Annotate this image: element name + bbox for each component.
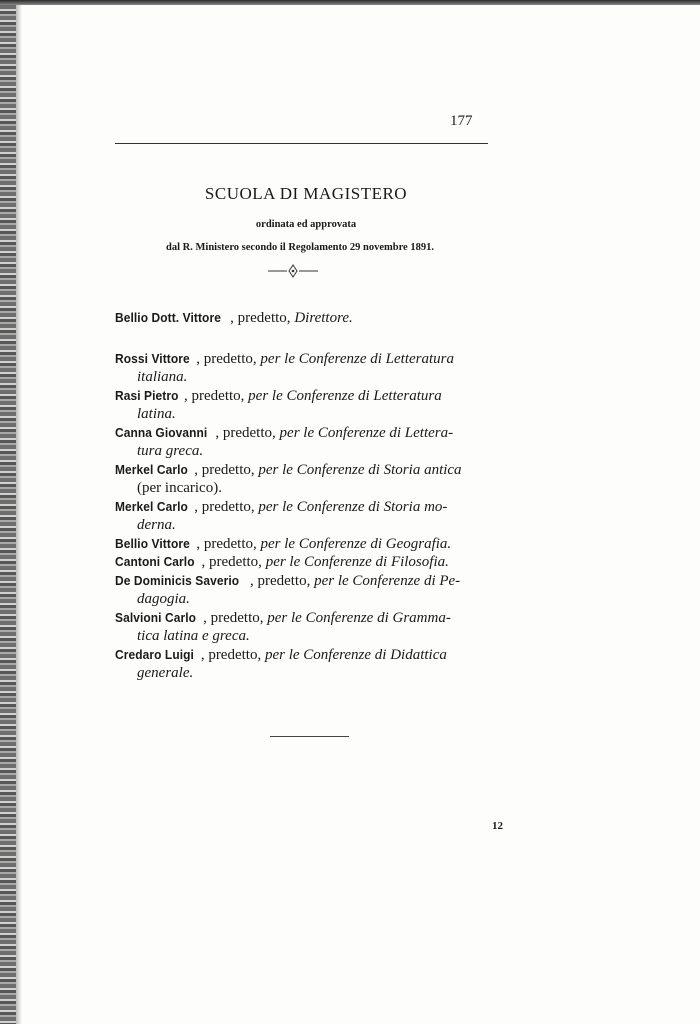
entry-role-continued: tura greca. [137,443,204,459]
entry-role-continued: generale. [137,665,194,681]
staff-list [115,309,507,683]
entry-text: , predetto, [230,310,295,326]
entry-role: per le Conferenze di Storia mo- [258,498,448,515]
entry-role: per le Conferenze di Pe- [314,572,461,589]
entry-text: , predetto, [196,535,261,552]
entry-continuation [115,442,507,461]
entry-name: Canna Giovanni [115,424,208,440]
list-item [115,646,507,683]
entry-continuation [115,664,507,683]
list-item [115,572,507,609]
entry-role: per le Conferenze di Filosofia. [265,554,449,570]
entry-text: , predetto, [249,572,315,589]
entry-text: , predetto, [203,609,268,626]
entry-role: per le Conferenze di Letteratura [260,350,454,367]
entry-name: Salvioni Carlo [115,609,197,625]
list-item [115,553,507,572]
binding-shadow [16,0,22,1024]
entry-name: Credaro Luigi [115,646,194,662]
entry-text: , predetto, [196,350,261,367]
entry-name: Bellio Vittore [115,535,190,551]
entry-continuation [115,405,507,424]
page-subtitle-regulation: dal R. Ministero secondo il Regolamento 29 novembre 1891. [166,242,434,253]
entry-name: Cantoni Carlo [115,554,195,569]
entry-continuation [115,627,507,646]
entry-continuation [115,590,507,609]
list-item [115,350,507,387]
entry-continuation [115,479,507,498]
entry-role: per le Conferenze di Gramma- [267,609,451,626]
list-item [115,535,507,554]
entry-continuation [115,516,507,535]
ornament-divider [268,262,318,278]
entry-role-continued: dagogia. [137,591,190,607]
list-item [115,387,507,424]
entry-name: Merkel Carlo [115,498,188,514]
entry-role-continued: derna. [137,517,176,533]
entry-role-continued: italiana. [137,369,188,385]
entry-text: , predetto, [201,554,266,570]
signature-mark: 12 [492,820,503,832]
closing-rule [270,736,349,737]
page-number: 177 [450,113,473,129]
conference-entries [115,350,507,683]
page-title: SCUOLA DI MAGISTERO [204,184,408,203]
entry-name: De Dominicis Saverio [115,572,240,588]
entry-role: per le Conferenze di Storia antica [258,461,462,478]
header-rule [115,143,488,144]
list-item [115,609,507,646]
entry-role-continued: latina. [137,406,176,422]
entry-name: Merkel Carlo [115,461,188,477]
entry-text: , predetto, [215,424,280,441]
entry-role: per le Conferenze di Letteratura [248,387,442,404]
page-subtitle: ordinata ed approvata [255,219,357,230]
list-item [115,461,507,498]
entry-name: Bellio Dott. Vittore [115,310,221,325]
entry-text: , predetto, [184,387,249,404]
entry-role: Direttore. [294,310,353,326]
entry-role: per le Conferenze di Lettera- [279,424,454,441]
entry-text: , predetto, [200,646,265,663]
entry-role: per le Conferenze di Geografia. [260,535,452,552]
list-item [115,424,507,461]
entry-role-continued: (per incarico). [137,480,222,496]
entry-name: Rasi Pietro [115,387,179,403]
page-top-edge [0,0,700,5]
list-item [115,498,507,535]
entry-role: per le Conferenze di Didattica [264,646,447,663]
book-binding-edge [0,0,16,1024]
entry-text: , predetto, [194,461,259,478]
entry-continuation [115,368,507,387]
entry-role-continued: tica latina e greca. [137,628,250,644]
entry-name: Rossi Vittore [115,350,190,366]
entry-text: , predetto, [194,498,259,515]
director-entry [115,309,507,328]
